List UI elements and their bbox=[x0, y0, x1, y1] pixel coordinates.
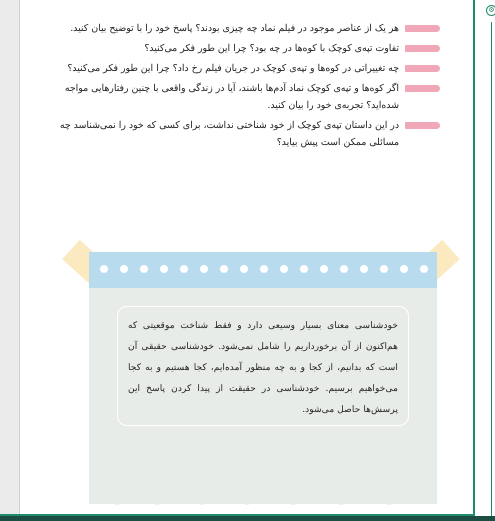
binder-hole bbox=[360, 265, 368, 273]
binder-hole bbox=[100, 265, 108, 273]
gear-icon[interactable]: ⚙ bbox=[486, 5, 495, 16]
binder-hole bbox=[240, 265, 248, 273]
binder-hole bbox=[340, 265, 348, 273]
binder-hole bbox=[180, 265, 188, 273]
bottom-bar bbox=[0, 516, 495, 521]
pink-bullet-icon bbox=[405, 45, 440, 52]
binder-hole bbox=[380, 265, 388, 273]
pink-bullet-icon bbox=[405, 65, 440, 72]
binder-hole bbox=[160, 265, 168, 273]
torn-edge bbox=[89, 496, 437, 506]
note-text: خودشناسی معنای بسیار وسیعی دارد و فقط شناخت موقعیتی که هم‌اکنون از آن برخورداریم را شامل نمی‌شود. خودشناسی حقیقی آن است که بدانیم، از کجا و به چه منظور آمده‌ایم، کجا هستیم و به کجا می‌خواهیم برسیم. خودشناسی در حقیقت از پیدا کردن پاسخ این پرسش‌ها حاصل می‌شود. bbox=[128, 320, 398, 415]
binder-hole bbox=[220, 265, 228, 273]
binder-hole bbox=[320, 265, 328, 273]
question-list bbox=[40, 20, 440, 154]
question-item bbox=[40, 80, 440, 114]
pink-bullet-icon bbox=[405, 85, 440, 92]
binder-hole bbox=[200, 265, 208, 273]
question-text: هر یک از عناصر موجود در فیلم نماد چه چیزی بودند؟ پاسخ خود را با توضیح بیان کنید. bbox=[70, 23, 399, 34]
question-text: در این داستان تپه‌ی کوچک از خود شناختی نداشت، برای کسی که خود را نمی‌شناسد چه مسائلی ممکن است پیش بیاید؟ bbox=[59, 120, 399, 148]
left-margin bbox=[0, 0, 19, 521]
binder-hole bbox=[300, 265, 308, 273]
question-text: تفاوت تپه‌ی کوچک با کوه‌ها در چه بود؟ چرا این طور فکر می‌کنید؟ bbox=[144, 43, 399, 54]
question-item bbox=[40, 20, 440, 37]
question-text: اگر کوه‌ها و تپه‌ی کوچک نماد آدم‌ها باشند، آیا در زندگی واقعی با چنین رفتارهایی مواجه شده‌اید؟ تجربه‌ی خود را بیان کنید. bbox=[64, 83, 399, 111]
binder-hole bbox=[420, 265, 428, 273]
pink-bullet-icon bbox=[405, 122, 440, 129]
binder-hole bbox=[120, 265, 128, 273]
question-item bbox=[40, 40, 440, 57]
note-box bbox=[117, 306, 409, 426]
frame-inner-line bbox=[491, 22, 492, 521]
note-card bbox=[60, 238, 460, 508]
binder-hole bbox=[400, 265, 408, 273]
binder-hole bbox=[280, 265, 288, 273]
pink-bullet-icon bbox=[405, 25, 440, 32]
frame-line bbox=[473, 0, 475, 521]
binder-hole bbox=[140, 265, 148, 273]
question-text: چه تغییراتی در کوه‌ها و تپه‌ی کوچک در جریان فیلم رخ داد؟ چرا این طور فکر می‌کنید؟ bbox=[67, 63, 399, 74]
question-item bbox=[40, 60, 440, 77]
page-edge bbox=[19, 0, 20, 521]
question-item bbox=[40, 117, 440, 151]
binder-hole bbox=[260, 265, 268, 273]
